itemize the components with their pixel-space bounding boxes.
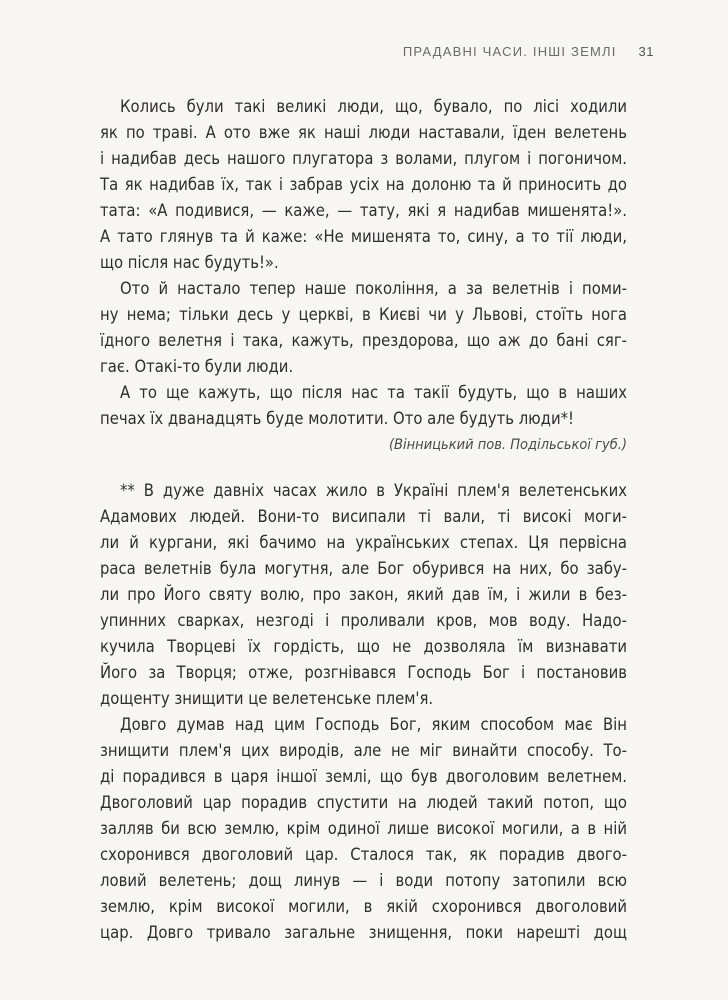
text-line: Та як надибав їх, так і забрав усіх на долоню та й приносить до	[100, 175, 627, 194]
text-line: землю, крім високої могили, в якій схоронився двоголовий	[100, 897, 627, 916]
text-line: тата: «А подивися, — каже, — тату, які я надибав мишенята!».	[100, 201, 627, 220]
text-line: ли про Його святу волю, про закон, який дав їм, і жили в без-	[100, 585, 627, 604]
page-number: 31	[638, 44, 654, 59]
text-line: ловий велетень; дощ линув — і води потопу затопили всю	[100, 871, 627, 890]
text-line: ** В дуже давніх часах жило в Україні плем'я велетенських	[120, 481, 627, 500]
text-line: Його за Творця; отже, розгнівався Господь Бог і постановив	[100, 663, 627, 682]
text-line: ді порадився в царя іншої землі, що був двоголовим велетнем.	[100, 767, 627, 786]
text-line: Колись були такі великі люди, що, бувало, по лісі ходили	[120, 97, 627, 116]
text-line: Ото й настало тепер наше покоління, а за велетнів і поми-	[120, 279, 627, 298]
text-line: упинних сварках, незгоді і проливали кров, мов воду. Надо-	[100, 611, 627, 630]
text-line: гає. Отакі-то були люди.	[100, 357, 294, 376]
text-line: цар. Довго тривало загальне знищення, поки нарешті дощ	[100, 923, 627, 942]
text-line: Двоголовий цар порадив спустити на людей такий потоп, що	[100, 793, 627, 812]
text-line: і надибав десь нашого плугатора з волами, плугом і погоничом.	[100, 149, 627, 168]
running-head	[403, 44, 654, 59]
text-line: печах їх дванадцять буде молотити. Ото але будуть люди*!	[100, 409, 574, 428]
text-line: ну нема; тільки десь у церкві, в Києві чи у Львові, стоїть нога	[100, 305, 627, 324]
text-line: їдного велетня і така, кажуть, прездорова, що аж до бані сяг-	[100, 331, 627, 350]
text-line: Довго думав над цим Господь Бог, яким способом має Він	[120, 715, 627, 734]
text-line: ли й кургани, які бачимо на українських степах. Ця первісна	[100, 533, 627, 552]
source-attribution: (Вінницький пов. Подільської губ.)	[388, 437, 627, 453]
text-line: кучила Творцеві їх гордість, що не дозволяла їм визнавати	[100, 637, 627, 656]
text-line: А тато глянув та й каже: «Не мишенята то, сину, а то тії люди,	[100, 227, 627, 246]
tale-giants-mice	[100, 94, 627, 458]
text-line: Адамових людей. Вони-то висипали ті вали, ті високі моги-	[100, 507, 627, 526]
text-line: знищити плем'я цих виродів, але не міг винайти способу. То-	[100, 741, 627, 760]
text-line: А то ще кажуть, що після нас та такії будуть, що в наших	[120, 383, 627, 402]
text-line: раса велетнів була могутня, але Бог обурився на них, бо забу-	[100, 559, 627, 578]
text-line: дощенту знищити це велетенське плем'я.	[100, 689, 434, 708]
text-line: схоронився двоголовий цар. Сталося так, як порадив двого-	[100, 845, 627, 864]
text-line: що після нас будуть!».	[100, 253, 279, 272]
running-title: ПРАДАВНІ ЧАСИ. ІНШІ ЗЕМЛІ	[402, 44, 617, 59]
tale-two-headed-king	[100, 478, 627, 946]
text-line: як по траві. А ото вже як наші люди наставали, їден велетень	[100, 123, 627, 142]
text-line: залляв би всю землю, крім одиної лише високої могили, а в ній	[100, 819, 627, 838]
